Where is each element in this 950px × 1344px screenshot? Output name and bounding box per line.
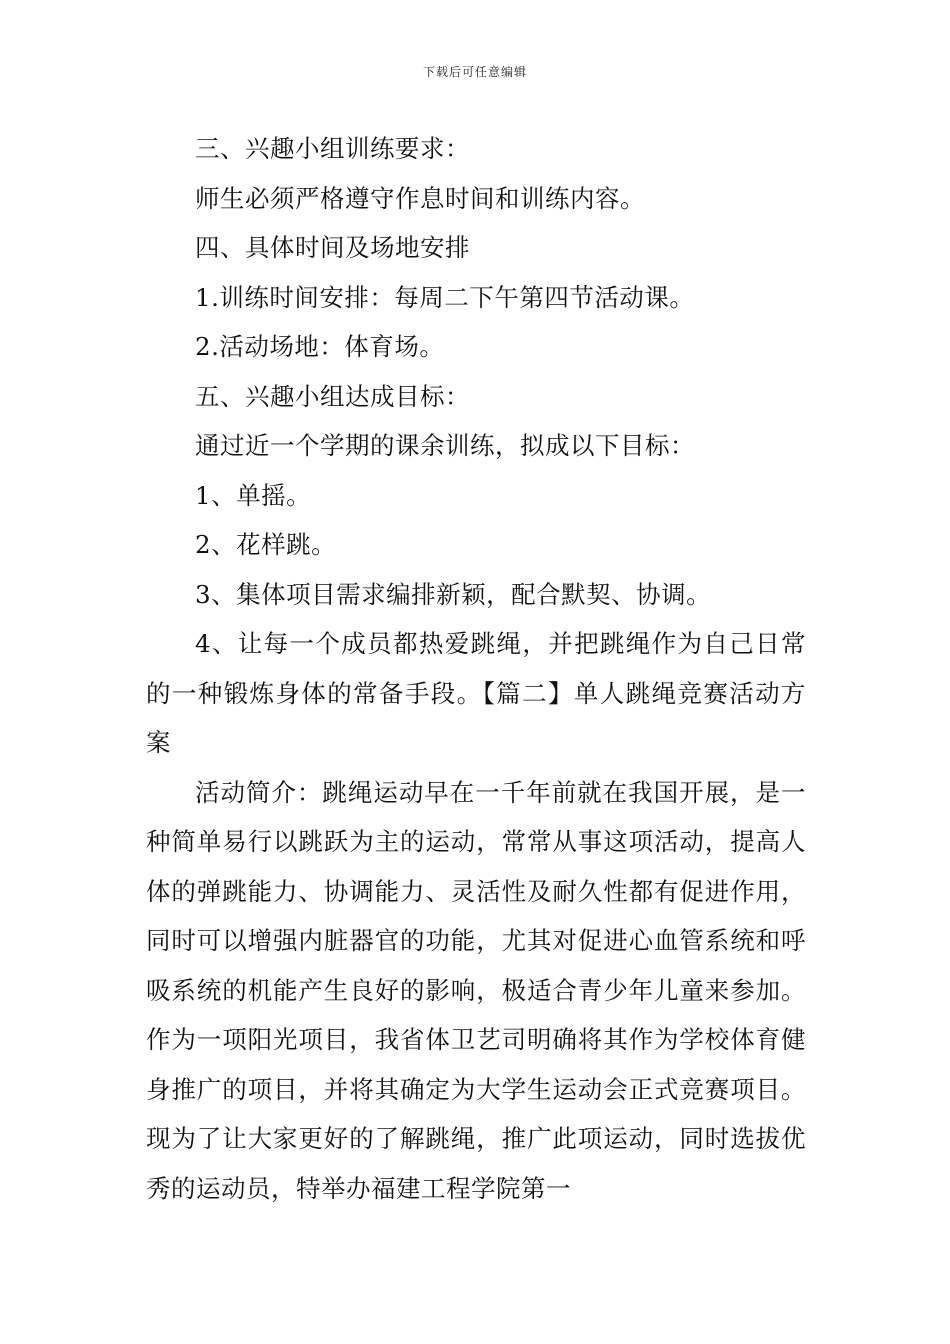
list-item: 4、让每一个成员都热爱跳绳，并把跳绳作为自己日常的一种锻炼身体的常备手段。【篇二】单人跳绳竞赛活动方案: [146, 629, 806, 757]
section-heading-3: 三、兴趣小组训练要求：: [195, 134, 470, 163]
section-heading-5: 五、兴趣小组达成目标：: [195, 381, 470, 411]
list-item: 2.活动场地：体育场。: [195, 332, 445, 361]
document-body: [146, 124, 806, 1213]
paragraph: 活动简介：跳绳运动早在一千年前就在我国开展，是一种简单易行以跳跃为主的运动，常常从事这项活动，提高人体的弹跳能力、协调能力、灵活性及耐久性都有促进作用，同时可以增强内脏器官的功能，尤其对促进心血管系统和呼吸系统的机能产生良好的影响，极适合青少年儿童来参加。作为一项阳光项目，我省体卫艺司明确将其作为学校体育健身推广的项目，并将其确定为大学生运动会正式竞赛项目。现为了让大家更好的了解跳绳，推广此项运动，同时选拔优秀的运动员，特举办福建工程学院第一: [146, 777, 806, 1203]
list-item: 1、单摇。: [195, 480, 312, 510]
page-header: 下载后可任意编辑: [422, 65, 527, 79]
section-heading-4: 四、具体时间及场地安排: [195, 233, 470, 262]
list-item: 1.训练时间安排：每周二下午第四节活动课。: [195, 282, 695, 312]
paragraph: 师生必须严格遵守作息时间和训练内容。: [195, 183, 645, 213]
paragraph: 通过近一个学期的课余训练，拟成以下目标：: [195, 431, 695, 460]
list-item: 2、花样跳。: [195, 530, 337, 559]
list-item: 3、集体项目需求编排新颖，配合默契、协调。: [195, 579, 712, 609]
